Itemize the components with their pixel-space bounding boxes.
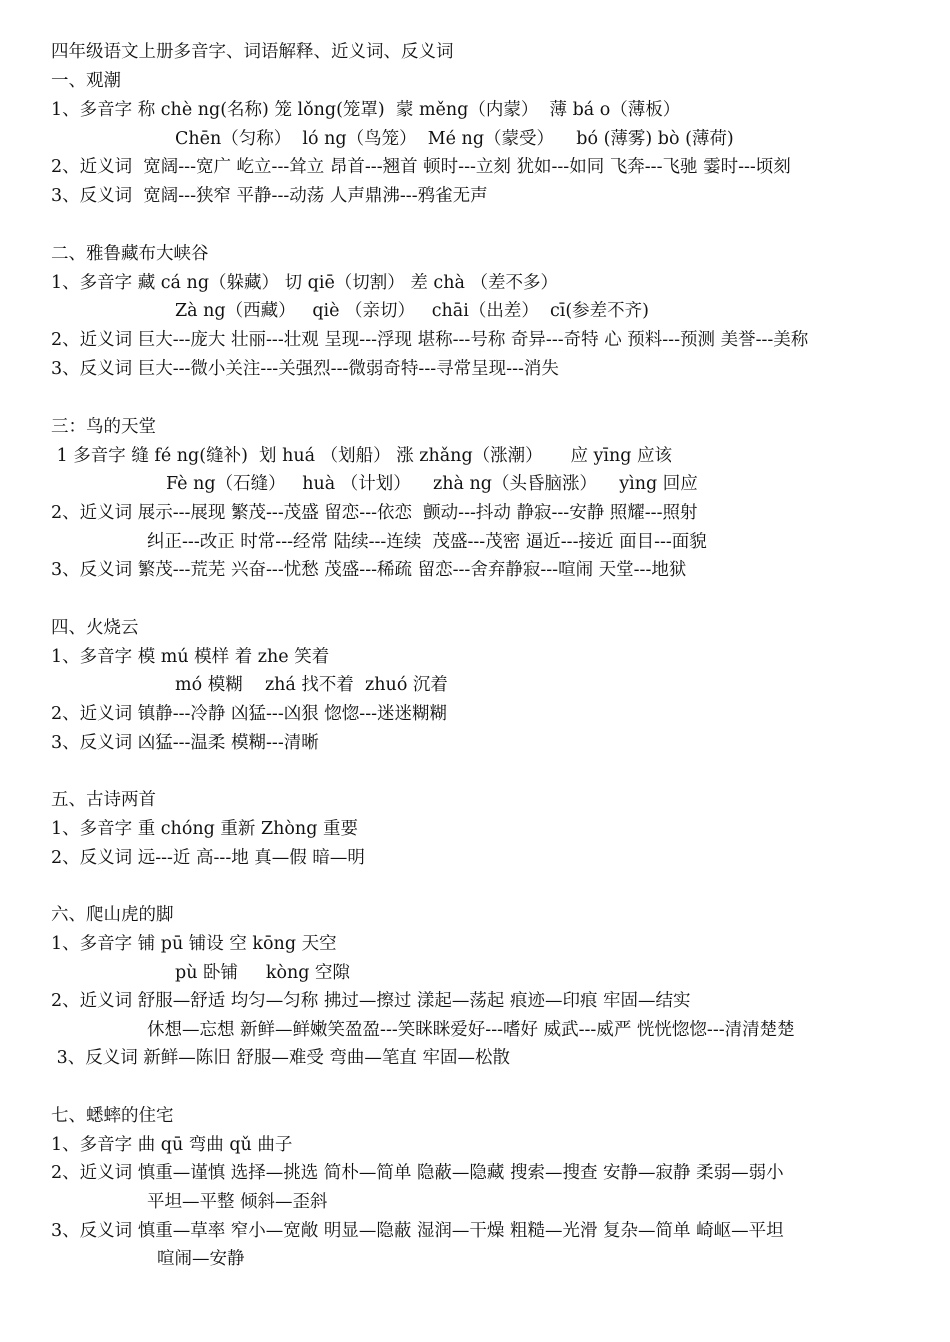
text-line: 1、多音字 铺 pū 铺设 空 kōng 天空 (51, 934, 337, 954)
section-heading: 六、爬山虎的脚 (51, 905, 174, 925)
text-line: Chēn（匀称） ló ng（鸟笼） Mé ng（蒙受） bó (薄雾) bò (薄荷) (175, 129, 734, 149)
text-line: 2、近义词 展示---展现 繁茂---茂盛 留恋---依恋 颤动---抖动 静寂---安静 照耀---照射 (51, 503, 698, 523)
text-line: 2、近义词 巨大---庞大 壮丽---壮观 呈现---浮现 堪称---号称 奇异---奇特 心 预料---预测 美誉---美称 (51, 330, 809, 350)
text-line: 2、近义词 舒服—舒适 均匀—匀称 拂过—擦过 漾起—荡起 痕迹—印痕 牢固—结实 (51, 991, 691, 1011)
text-line: pù 卧铺 kòng 空隙 (175, 963, 351, 983)
document-title: 四年级语文上册多音字、词语解释、近义词、反义词 (51, 42, 454, 62)
text-line: mó 模糊 zhá 找不着 zhuó 沉着 (175, 675, 448, 695)
text-line: 1 多音字 缝 fé ng(缝补) 划 huá （划船） 涨 zhǎng（涨潮） 应 yīng 应该 (51, 446, 673, 466)
section-heading: 一、观潮 (51, 71, 121, 91)
text-line: 2、近义词 镇静---冷静 凶猛---凶狠 惚惚---迷迷糊糊 (51, 704, 448, 724)
text-line: 纠正---改正 时常---经常 陆续---连续 茂盛---茂密 逼近---接近 面目---面貌 (147, 532, 707, 552)
text-line: 3、反义词 宽阔---狭窄 平静---动荡 人声鼎沸---鸦雀无声 (51, 186, 488, 206)
section-heading: 七、蟋蟀的住宅 (51, 1106, 174, 1126)
text-line: 1、多音字 曲 qū 弯曲 qǔ 曲子 (51, 1135, 293, 1155)
text-line: Zà ng（西藏） qiè （亲切） chāi（出差） cī(参差不齐) (175, 301, 650, 321)
section-heading: 二、雅鲁藏布大峡谷 (51, 244, 209, 264)
text-line: 1、多音字 重 chóng 重新 Zhòng 重要 (51, 819, 358, 839)
text-line: 平坦—平整 倾斜—歪斜 (147, 1192, 328, 1212)
text-line: 1、多音字 模 mú 模样 着 zhe 笑着 (51, 647, 330, 667)
text-line: 1、多音字 藏 cá ng（躲藏） 切 qiē（切割） 差 chà （差不多） (51, 273, 559, 293)
text-line: 3、反义词 繁茂---荒芜 兴奋---忧愁 茂盛---稀疏 留恋---舍弃静寂---喧闹 天堂---地狱 (51, 560, 687, 580)
text-line: 3、反义词 新鲜—陈旧 舒服—难受 弯曲—笔直 牢固—松散 (51, 1048, 510, 1068)
section-heading: 三：鸟的天堂 (51, 417, 156, 437)
text-line: 2、近义词 慎重—谨慎 选择—挑选 简朴—简单 隐蔽—隐藏 搜索—搜查 安静—寂静 柔弱—弱小 (51, 1163, 784, 1183)
section-heading: 四、火烧云 (51, 618, 139, 638)
text-line: 2、近义词 宽阔---宽广 屹立---耸立 昂首---翘首 顿时---立刻 犹如---如同 飞奔---飞驰 霎时---顷刻 (51, 157, 791, 177)
text-line: 1、多音字 称 chè ng(名称) 笼 lǒng(笼罩) 蒙 měng（内蒙） 薄 bá o（薄板） (51, 100, 681, 120)
text-line: 休想—忘想 新鲜—鲜嫩笑盈盈---笑眯眯爱好---嗜好 威武---威严 恍恍惚惚---清清楚楚 (147, 1020, 795, 1040)
section-heading: 五、古诗两首 (51, 790, 156, 810)
text-line: 3、反义词 慎重—草率 窄小—宽敞 明显—隐蔽 湿润—干燥 粗糙—光滑 复杂—简单 崎岖—平坦 (51, 1221, 784, 1241)
text-line: 喧闹—安静 (157, 1249, 245, 1269)
text-line: 2、反义词 远---近 高---地 真—假 暗—明 (51, 848, 365, 868)
text-line: 3、反义词 巨大---微小关注---关强烈---微弱奇特---寻常呈现---消失 (51, 359, 559, 379)
text-line: 3、反义词 凶猛---温柔 模糊---清晰 (51, 733, 319, 753)
text-line: Fè ng（石缝） huà （计划） zhà ng（头昏脑涨） yìng 回应 (166, 474, 698, 494)
